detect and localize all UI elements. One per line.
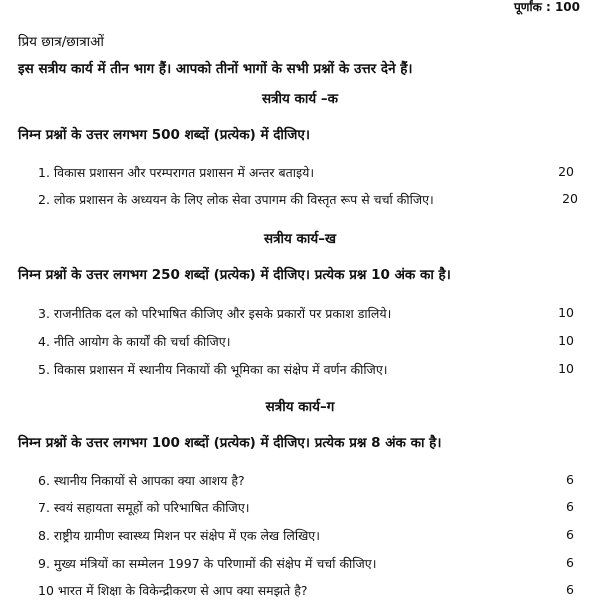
question-4: 4. नीति आयोग के कार्यों की चर्चा कीजिए। bbox=[38, 334, 231, 349]
intro-instruction: इस सत्रीय कार्य में तीन भाग हैं। आपको तीनों भागों के सभी प्रश्नों के उत्तर देने हैं। bbox=[18, 61, 413, 77]
question-10: 10 भारत में शिक्षा के विकेन्द्रीकरण से आप क्या समझते है? bbox=[38, 583, 308, 598]
question-1: 1. विकास प्रशासन और परम्परागत प्रशासन में अन्तर बताइये। bbox=[38, 165, 315, 180]
section-title-c: सत्रीय कार्य–ग bbox=[265, 399, 335, 415]
question-10-marks: 6 bbox=[566, 582, 574, 597]
question-7: 7. स्वयं सहायता समूहों को परिभाषित कीजिए। bbox=[38, 500, 250, 515]
question-3: 3. राजनीतिक दल को परिभाषित कीजिए और इसके प्रकारों पर प्रकाश डालिये। bbox=[38, 306, 392, 321]
question-9-marks: 6 bbox=[566, 555, 574, 570]
question-2-marks: 20 bbox=[562, 191, 578, 206]
question-8: 8. राष्ट्रीय ग्रामीण स्वास्थ्य मिशन पर संक्षेप में एक लेख लिखिए। bbox=[38, 528, 320, 543]
question-1-marks: 20 bbox=[558, 164, 574, 179]
question-5-marks: 10 bbox=[558, 361, 574, 376]
question-6-marks: 6 bbox=[566, 472, 574, 487]
question-3-marks: 10 bbox=[558, 305, 574, 320]
salutation: प्रिय छात्र/छात्राओं bbox=[18, 34, 104, 50]
question-9: 9. मुख्य मंत्रियों का सम्मेलन 1997 के परिणामों की संक्षेप में चर्चा कीजिए। bbox=[38, 556, 377, 571]
max-marks: पूर्णांक : 100 bbox=[513, 0, 580, 14]
question-6: 6. स्थानीय निकायों से आपका क्या आशय है? bbox=[38, 473, 245, 488]
question-2: 2. लोक प्रशासन के अध्ययन के लिए लोक सेवा उपागम की विस्तृत रूप से चर्चा कीजिए। bbox=[38, 192, 434, 207]
question-8-marks: 6 bbox=[566, 527, 574, 542]
section-instruction-c: निम्न प्रश्नों के उत्तर लगभग 100 शब्दों (प्रत्येक) में दीजिए। प्रत्येक प्रश्न 8 अंक का है। bbox=[18, 435, 442, 451]
question-5: 5. विकास प्रशासन में स्थानीय निकायों की भूमिका का संक्षेप में वर्णन कीजिए। bbox=[38, 362, 388, 377]
section-title-b: सत्रीय कार्य–ख bbox=[263, 231, 337, 247]
question-4-marks: 10 bbox=[558, 333, 574, 348]
section-instruction-b: निम्न प्रश्नों के उत्तर लगभग 250 शब्दों (प्रत्येक) में दीजिए। प्रत्येक प्रश्न 10 अंक का है। bbox=[18, 267, 451, 283]
question-7-marks: 6 bbox=[566, 499, 574, 514]
section-instruction-a: निम्न प्रश्नों के उत्तर लगभग 500 शब्दों (प्रत्येक) में दीजिए। bbox=[18, 127, 311, 143]
section-title-a: सत्रीय कार्य –क bbox=[261, 91, 339, 107]
